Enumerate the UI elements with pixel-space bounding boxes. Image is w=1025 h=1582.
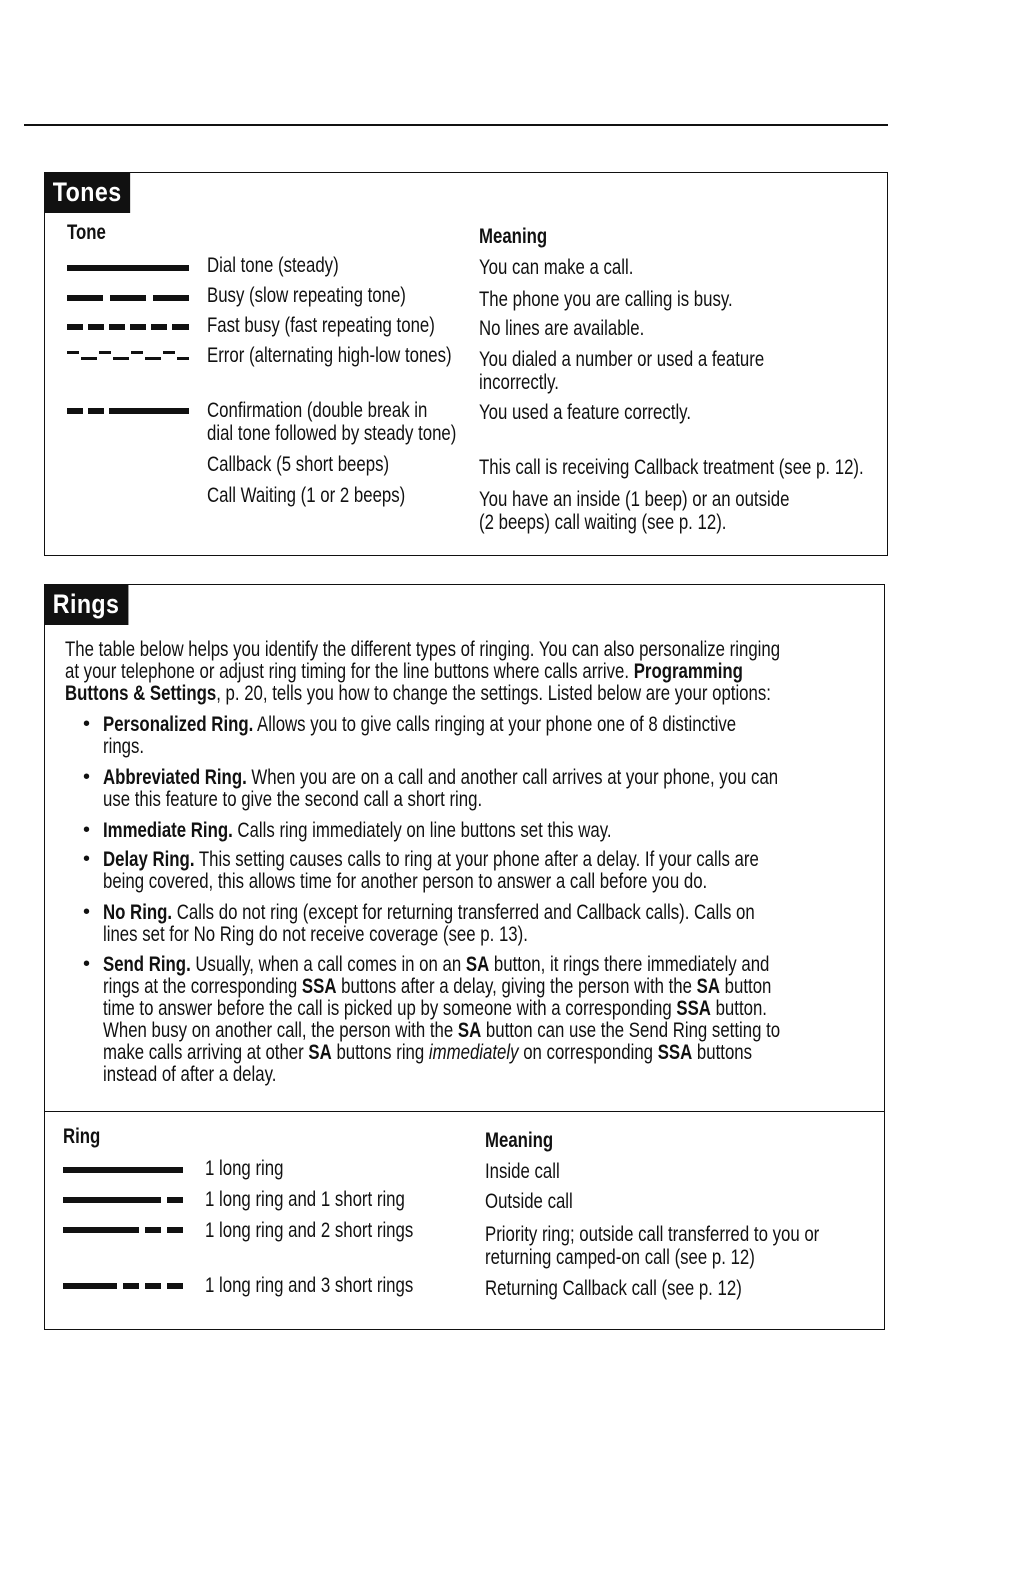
ring-meaning-header: Meaning — [485, 1129, 554, 1152]
rings-divider — [45, 1111, 884, 1112]
bullet-dot: • — [83, 953, 91, 975]
ring-column-header: Ring — [63, 1125, 101, 1148]
confirmation-tone-pattern — [67, 408, 189, 414]
fast-busy-tone-pattern — [67, 324, 189, 330]
busy-tone-pattern — [67, 295, 189, 301]
tone-meaning: You can make a call. — [479, 256, 634, 279]
tone-label: Callback (5 short beeps) — [207, 453, 390, 476]
one-long-ring-pattern — [63, 1167, 183, 1173]
ring-meaning: Inside call — [485, 1160, 560, 1183]
programming-ref: Programming — [633, 660, 743, 683]
top-rule — [24, 124, 888, 126]
ring-option: Delay Ring. This setting causes calls to ring at your phone after a delay. If your calls are — [103, 848, 759, 871]
long-three-short-ring-pattern — [63, 1283, 183, 1289]
tone-label-cont: dial tone followed by steady tone) — [207, 422, 457, 445]
bullet-dot: • — [83, 848, 91, 870]
send-ring-line: rings at the corresponding SSA buttons after a delay, giving the person with the SA button — [103, 975, 772, 998]
tone-label: Call Waiting (1 or 2 beeps) — [207, 484, 406, 507]
ring-label: 1 long ring and 2 short rings — [205, 1219, 414, 1242]
rings-intro-line: The table below helps you identify the different types of ringing. You can also personalize ringing — [65, 638, 781, 661]
tone-meaning-cont: (2 beeps) call waiting (see p. 12). — [479, 511, 727, 534]
bullet-dot: • — [83, 766, 91, 788]
tone-column-header: Tone — [67, 221, 106, 244]
tones-section — [44, 172, 888, 556]
ring-option-cont: being covered, this allows time for another person to answer a call before you do. — [103, 870, 708, 893]
tone-meaning: You used a feature correctly. — [479, 401, 691, 424]
send-ring-line: make calls arriving at other SA buttons ring immediately on corresponding SSA buttons — [103, 1041, 753, 1064]
bullet-dot: • — [83, 713, 91, 735]
ring-option: Immediate Ring. Calls ring immediately on line buttons set this way. — [103, 819, 612, 842]
error-tone-pattern — [67, 349, 189, 363]
bullet-dot: • — [83, 901, 91, 923]
ring-option-cont: rings. — [103, 735, 145, 758]
long-one-short-ring-pattern — [63, 1197, 183, 1203]
rings-intro-line: Buttons & Settings, p. 20, tells you how to change the settings. Listed below are your options: — [65, 682, 771, 705]
ring-meaning: Priority ring; outside call transferred to you or — [485, 1223, 820, 1246]
ring-label: 1 long ring — [205, 1157, 284, 1180]
send-ring-line: instead of after a delay. — [103, 1063, 277, 1086]
rings-title: Rings — [45, 585, 128, 625]
tone-meaning: You have an inside (1 beep) or an outside — [479, 488, 790, 511]
tones-title: Tones — [45, 173, 130, 213]
ring-option: Abbreviated Ring. When you are on a call and another call arrives at your phone, you can — [103, 766, 779, 789]
ring-meaning-cont: returning camped-on call (see p. 12) — [485, 1246, 755, 1269]
send-ring-line: When busy on another call, the person with the SA button can use the Send Ring setting to — [103, 1019, 781, 1042]
long-two-short-ring-pattern — [63, 1227, 183, 1233]
settings-ref: Buttons & Settings — [65, 682, 217, 705]
rings-intro-line: at your telephone or adjust ring timing for the line buttons where calls arrive. Programming — [65, 660, 743, 683]
tone-meaning: No lines are available. — [479, 317, 645, 340]
tone-meaning: The phone you are calling is busy. — [479, 288, 733, 311]
ring-meaning: Returning Callback call (see p. 12) — [485, 1277, 742, 1300]
ring-option: Personalized Ring. Allows you to give calls ringing at your phone one of 8 distinctive — [103, 713, 737, 736]
tone-label: Dial tone (steady) — [207, 254, 339, 277]
tone-label: Fast busy (fast repeating tone) — [207, 314, 435, 337]
dial-tone-pattern — [67, 265, 189, 271]
ring-label: 1 long ring and 1 short ring — [205, 1188, 405, 1211]
tone-meaning: You dialed a number or used a feature — [479, 348, 765, 371]
tone-label: Busy (slow repeating tone) — [207, 284, 406, 307]
ring-option: No Ring. Calls do not ring (except for returning transferred and Callback calls). Calls on — [103, 901, 755, 924]
bullet-dot: • — [83, 819, 91, 841]
tone-label: Error (alternating high-low tones) — [207, 344, 452, 367]
send-ring-line: Send Ring. Usually, when a call comes in on an SA button, it rings there immediately and — [103, 953, 770, 976]
tone-meaning-cont: incorrectly. — [479, 371, 559, 394]
send-ring-line: time to answer before the call is picked up by someone with a corresponding SSA button. — [103, 997, 767, 1020]
ring-meaning: Outside call — [485, 1190, 573, 1213]
tone-label: Confirmation (double break in — [207, 399, 428, 422]
tone-meaning-header: Meaning — [479, 225, 548, 248]
rings-section — [44, 584, 885, 1330]
ring-label: 1 long ring and 3 short rings — [205, 1274, 414, 1297]
tone-meaning: This call is receiving Callback treatment (see p. 12). — [479, 456, 864, 479]
ring-option-cont: use this feature to give the second call a short ring. — [103, 788, 483, 811]
ring-option-cont: lines set for No Ring do not receive coverage (see p. 13). — [103, 923, 528, 946]
